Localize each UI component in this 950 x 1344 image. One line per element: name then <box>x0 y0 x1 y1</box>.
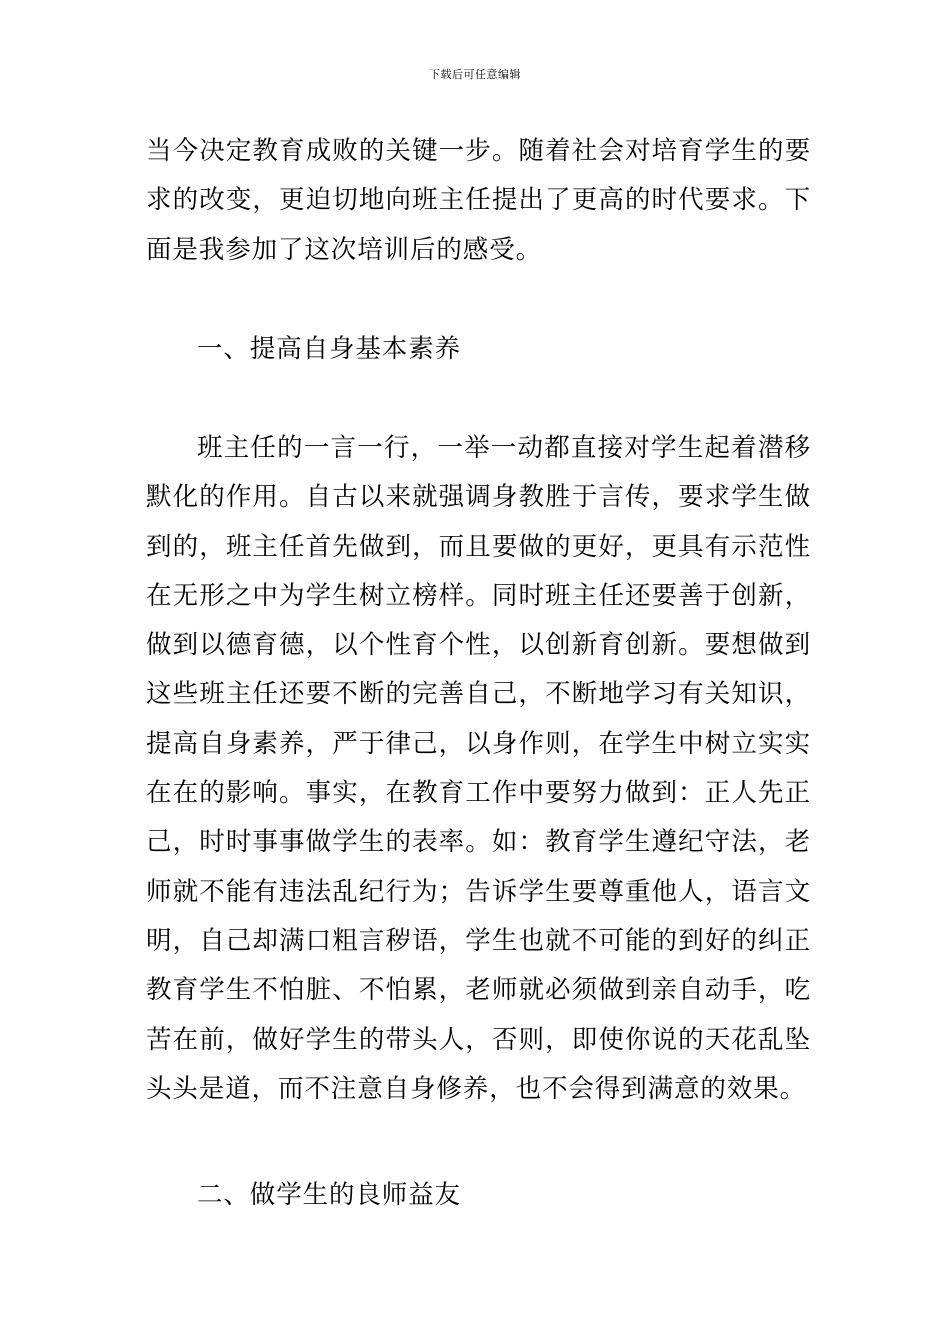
section-two-heading: 二、做学生的良师益友 <box>197 1180 462 1210</box>
section-one-heading: 一、提高自身基本素养 <box>197 334 462 364</box>
intro-paragraph: 当今决定教育成败的关键一步。随着社会对培育学生的要求的改变，更迫切地向班主任提出了更高的时代要求。下面是我参加了这次培训后的感受。 <box>146 136 811 265</box>
section-one-paragraph: 班主任的一言一行，一举一动都直接对学生起着潜移默化的作用。自古以来就强调身教胜于言传，要求学生做到的，班主任首先做到，而且要做的更好，更具有示范性在无形之中为学生树立榜样。同时班主任还要善于创新，做到以德育德，以个性育个性，以创新育创新。要想做到这些班主任还要不断的完善自己，不断地学习有关知识，提高自身素养，严于律己，以身作则，在学生中树立实实在在的影响。事实，在教育工作中要努力做到：正人先正己，时时事事做学生的表率。如：教育学生遵纪守法，老师就不能有违法乱纪行为；告诉学生要尊重他人，语言文明，自己却满口粗言秽语，学生也就不可能的到好的纠正教育学生不怕脏、不怕累，老师就必须做到亲自动手，吃苦在前，做好学生的带头人，否则，即使你说的天花乱坠头头是道，而不注意自身修养，也不会得到满意的效果。 <box>146 433 811 1104</box>
page-header-note: 下载后可任意编辑 <box>429 68 521 81</box>
